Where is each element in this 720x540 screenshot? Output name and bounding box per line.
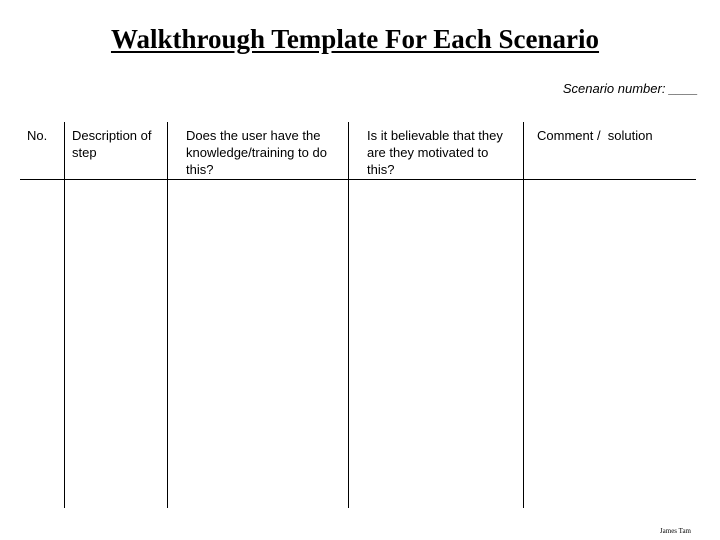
document-title: Walkthrough Template For Each Scenario — [110, 24, 600, 54]
column-divider — [523, 122, 524, 508]
column-divider — [64, 122, 65, 508]
column-header-knowledge: Does the user have the knowledge/training to do this? — [186, 128, 327, 177]
column-header-motivation: Is it believable that they are they motivated to this? — [367, 128, 503, 177]
column-header-description: Description of step — [72, 128, 152, 160]
column-header-number: No. — [27, 128, 48, 143]
column-divider — [348, 122, 349, 508]
column-divider — [167, 122, 168, 508]
column-header-comment: Comment / solution — [537, 128, 653, 143]
author-credit: James Tam — [659, 527, 691, 535]
header-divider — [20, 179, 696, 180]
scenario-number-label: Scenario number: ____ — [562, 81, 698, 96]
